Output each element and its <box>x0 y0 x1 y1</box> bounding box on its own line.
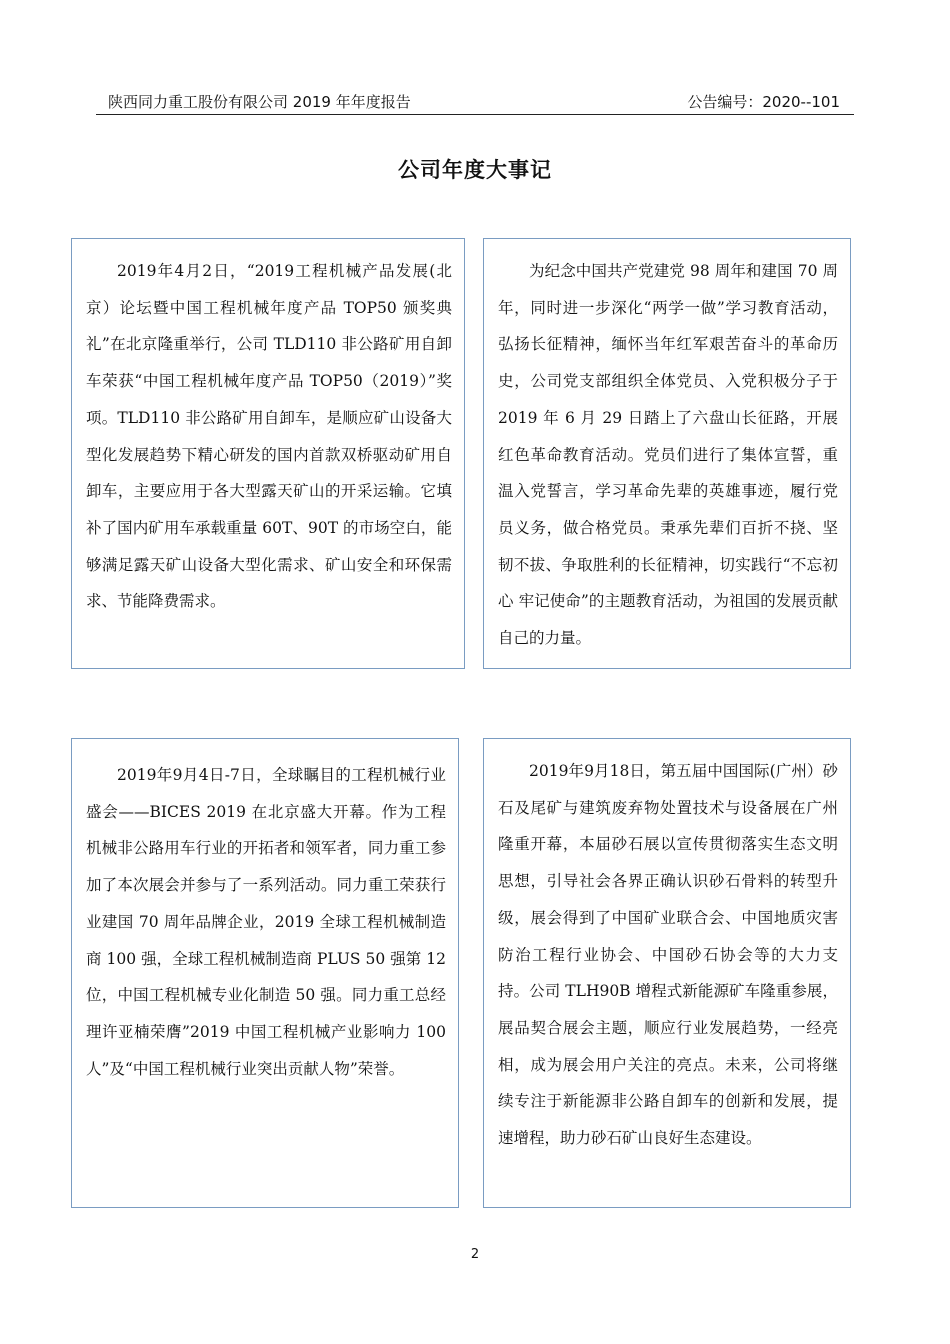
event-box-long-march-education <box>483 238 851 669</box>
event-text: 2019年4月2日，“2019工程机械产品发展(北京）论坛暨中国工程机械年度产品 TOP50 颁奖典礼”在北京隆重举行，公司 TLD110 非公路矿用自卸车荣获“中国工程机械年度产品 TOP50（2019）”奖项。TLD110 非公路矿用自卸车，是顺应矿山设备大型化发展趋势下精心研发的国内首款双桥驱动矿用自卸车，主要应用于各大型露天矿山的开采运输。它填补了国内矿用车承载重量 60T、90T 的市场空白，能够满足露天矿山设备大型化需求、矿山安全和环保需求、节能降费需求。 <box>86 262 452 611</box>
event-text: 2019年9月4日-7日，全球瞩目的工程机械行业盛会——BICES 2019 在北京盛大开幕。作为工程机械非公路用车行业的开拓者和领军者，同力重工参加了本次展会并参与了一系列活动。同力重工荣获行业建国 70 周年品牌企业，2019 全球工程机械制造商 100 强，全球工程机械制造商 PLUS 50 强第 12 位，中国工程机械专业化制造 50 强。同力重工总经理许亚楠荣膺”2019 中国工程机械产业影响力 100 人”及“中国工程机械行业突出贡献人物”荣誉。 <box>86 766 446 1078</box>
event-box-bices-2019 <box>71 738 459 1208</box>
event-box-tld110-award <box>71 238 465 669</box>
report-title: 陕西同力重工股份有限公司 2019 年年度报告 <box>108 93 411 111</box>
event-box-guangzhou-expo <box>483 738 851 1208</box>
page-header <box>96 88 854 115</box>
event-text: 2019年9月18日，第五届中国国际(广州）砂石及尾矿与建筑废弃物处置技术与设备展在广州隆重开幕，本届砂石展以宣传贯彻落实生态文明思想，引导社会各界正确认识砂石骨料的转型升级，展会得到了中国矿业联合会、中国地质灾害防治工程行业协会、中国砂石协会等的大力支持。公司 TLH90B 增程式新能源矿车隆重参展，展品契合展会主题，顺应行业发展趋势，一经亮相，成为展会用户关注的亮点。未来，公司将继续专注于新能源非公路自卸车的创新和发展，提速增程，助力砂石矿山良好生态建设。 <box>498 762 838 1148</box>
page-title: 公司年度大事记 <box>398 158 552 182</box>
event-text: 为纪念中国共产党建党 98 周年和建国 70 周年，同时进一步深化“两学一做”学习教育活动，弘扬长征精神，缅怀当年红军艰苦奋斗的革命历史，公司党支部组织全体党员、入党积极分子于 2019 年 6 月 29 日踏上了六盘山长征路，开展红色革命教育活动。党员们进行了集体宣誓，重温入党誓言，学习革命先辈的英雄事迹，履行党员义务，做合格党员。秉承先辈们百折不挠、坚韧不拔、争取胜利的长征精神，切实践行“不忘初心 牢记使命”的主题教育活动，为祖国的发展贡献自己的力量。 <box>498 262 838 648</box>
announcement-number: 公告编号：2020--101 <box>687 93 840 111</box>
page-number: 2 <box>470 1247 480 1262</box>
